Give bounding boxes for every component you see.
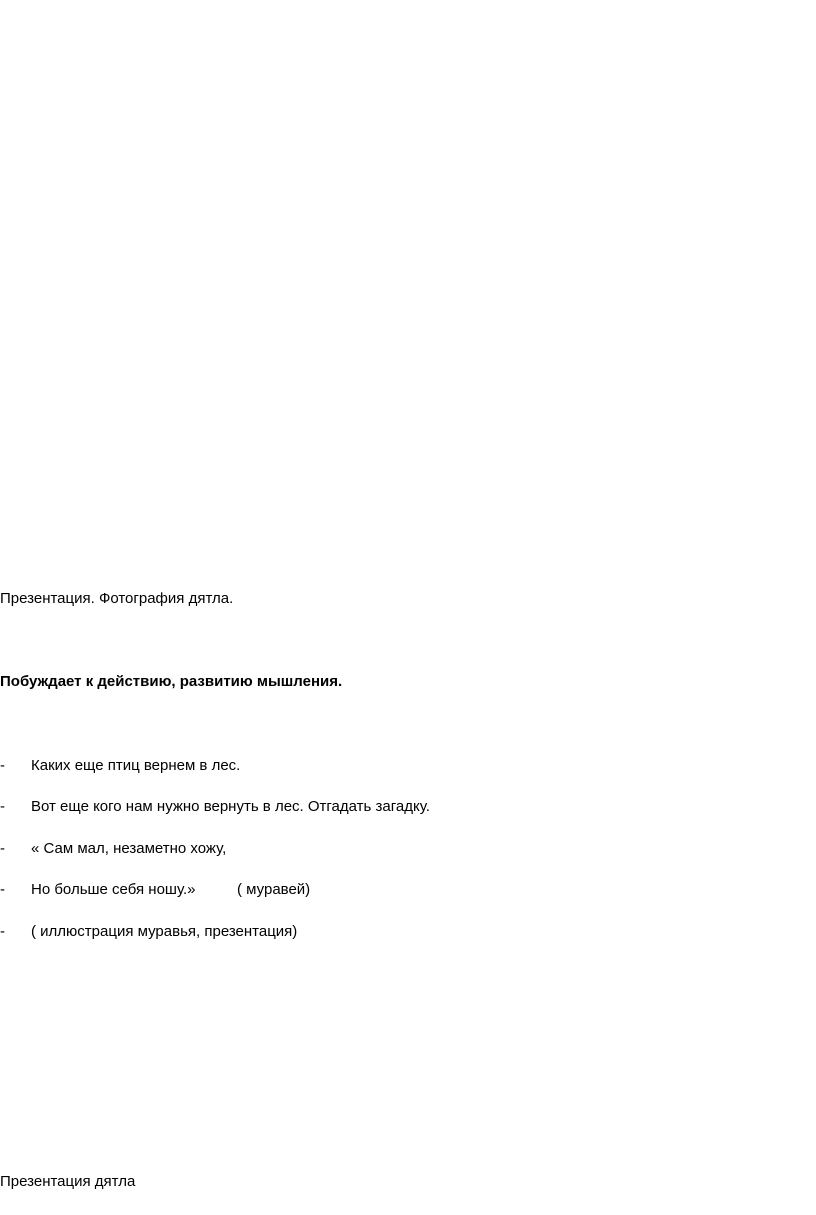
riddle-answer: ( муравей) xyxy=(237,881,311,898)
list-item-text: ( иллюстрация муравья, презентация) xyxy=(31,923,298,940)
footer-line: Презентация дятла xyxy=(0,1173,136,1190)
list-item xyxy=(0,756,700,776)
list-dash: - xyxy=(0,923,5,940)
list-dash: - xyxy=(0,881,5,898)
section-heading: Побуждает к действию, развитию мышления. xyxy=(0,673,343,690)
list-item xyxy=(0,922,700,942)
list-item xyxy=(0,880,700,900)
intro-line: Презентация. Фотография дятла. xyxy=(0,590,234,607)
list-dash: - xyxy=(0,798,5,815)
list-item-text: Но больше себя ношу.» xyxy=(31,881,196,898)
list-item-text: Вот еще кого нам нужно вернуть в лес. Отгадать загадку. xyxy=(31,798,430,815)
list-dash: - xyxy=(0,840,5,857)
list-dash: - xyxy=(0,757,5,774)
list-item xyxy=(0,797,700,817)
list-item-text: « Сам мал, незаметно хожу, xyxy=(31,840,227,857)
list-item xyxy=(0,839,700,859)
list-item-text: Каких еще птиц вернем в лес. xyxy=(31,757,241,774)
